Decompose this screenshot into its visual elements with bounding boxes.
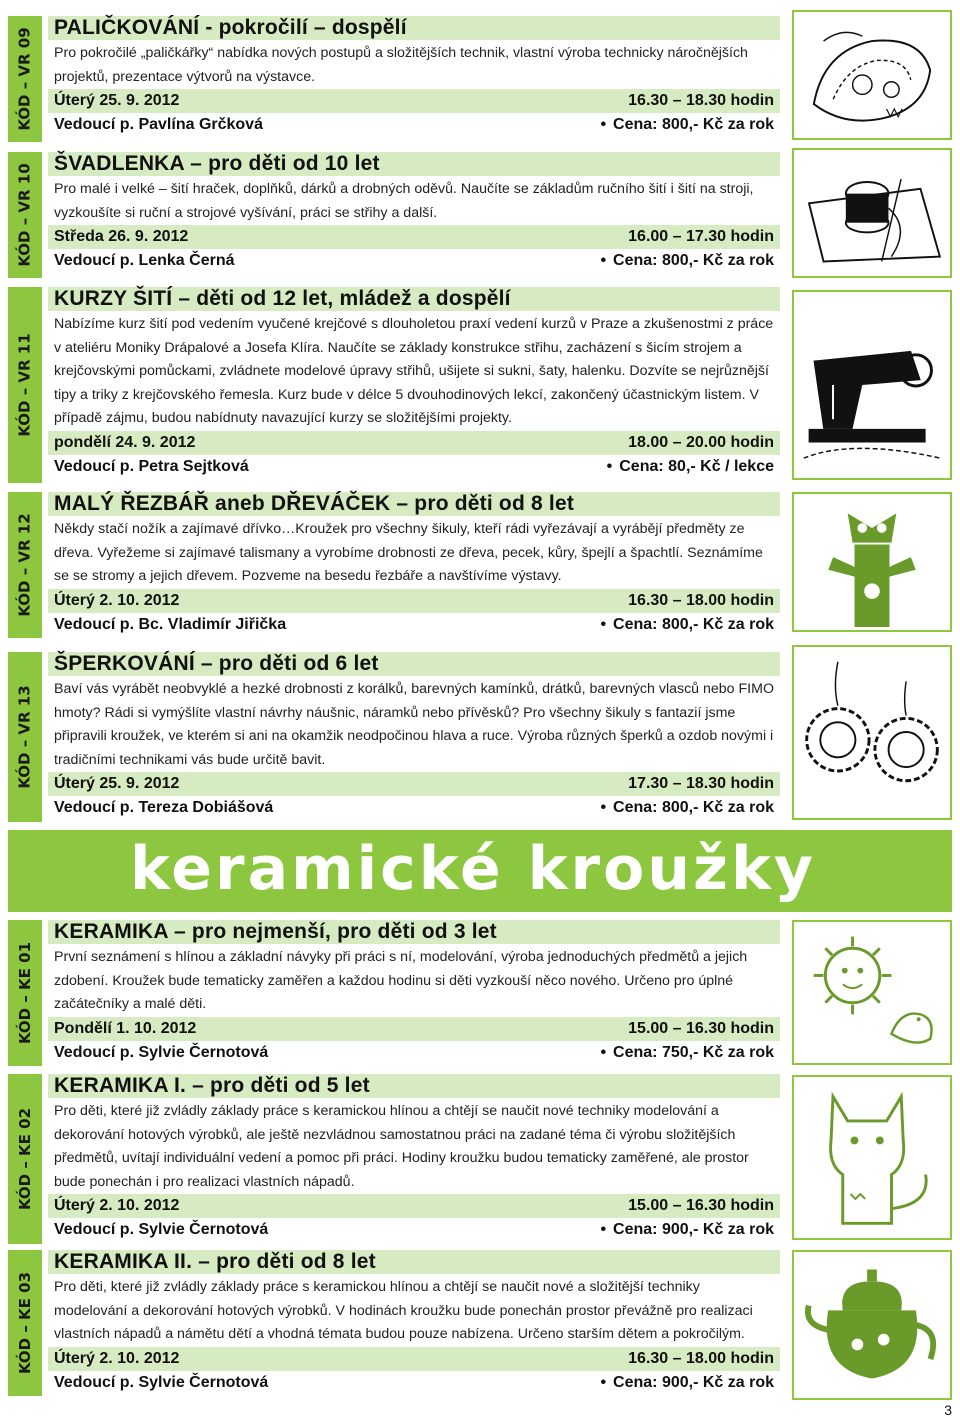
course-code-tab: KÓD – VR 09 (8, 16, 42, 142)
course-vr13 (0, 652, 785, 822)
course-time: 16.00 – 17.30 hodin (628, 228, 774, 245)
course-description: První seznámení s hlínou a základní návyky při práci s ní, modelování, výroba jednoduchých předmětů a jejich zdobení. Kroužek bude tematicky zaměřen a každou hodinu si děti vyzkouší něco nového. Určeno pro úplné začátečníky a malé děti. (54, 949, 748, 1012)
jewelry-icon (792, 645, 952, 820)
course-time: 16.30 – 18.00 hodin (628, 1349, 774, 1367)
course-time: 17.30 – 18.30 hodin (628, 775, 774, 792)
course-ke03 (0, 1250, 785, 1396)
course-description: Nabízíme kurz šití pod vedením vyučené krejčové s dlouholetou praxí vedení kurzů v Praze a zkušenostmi z práce v ateliéru Moniky Drápalové a Josefa Klíra. Naučíte se základy konstrukce střihu, zacházení s šicím strojem a krejčovskými pomůckami, zvládnete modelové úpravy střihů, ušijete si sukni, šaty, halenku. Dozvíte se nejrůznější tipy a triky z krejčovského řemesla. Kurz bude v délce 5 dvouhodinových lekcí, zakončený účastnickým listem. V případě zájmu, budou nabídnuty navazující kurzy se složitějšími projekty. (54, 316, 774, 426)
bullet-icon: • (600, 1221, 607, 1238)
bullet-icon: • (600, 116, 607, 133)
course-title: ŠVADLENKA – pro děti od 10 let (54, 152, 380, 175)
course-vr09 (0, 16, 785, 142)
course-leader-price (48, 613, 780, 637)
course-description: Baví vás vyrábět neobvyklé a hezké drobnosti z korálků, barevných kamínků, drátků, barevných vlasců nebo FIMO hmoty? Rádi si vymýšlíte vlastní návrhy náušnic, náramků nebo přívěsků? Pro všechny šikuly s fantazií jsme připravili kroužek, ve kterém si ani na okamžik neodpočinou hlava a ruce. Výroba různých šperků a ozdob novými i tradičními technikami vás bude určitě bavit. (54, 681, 774, 768)
page-number: 3 (944, 1402, 952, 1418)
course-date: Úterý 2. 10. 2012 (54, 591, 180, 609)
course-description: Pro malé i velké – šití hraček, doplňků, dárků a drobných oděvů. Naučíte se základům ručního šití i šití na stroji, vyzkoušíte si ruční a strojové vyšívání, práci se střihy a další. (54, 181, 754, 221)
course-time: 15.00 – 16.30 hodin (628, 1197, 774, 1214)
section-heading: keramické kroužky (130, 834, 816, 904)
course-title: KERAMIKA II. – pro děti od 8 let (54, 1250, 376, 1273)
course-date: Úterý 2. 10. 2012 (54, 1349, 180, 1367)
course-time: 18.00 – 20.00 hodin (628, 433, 774, 451)
course-time: 15.00 – 16.30 hodin (628, 1019, 774, 1037)
course-description: Někdy stačí nožík a zajímavé dřívko…Kroužek pro všechny šikuly, kteří rádi vyřezávají a vyrábějí předměty ze dřeva. Vyřežeme si zajímavé talismany a vyrobíme drobnosti ze dřeva, pecek, kůry, špejlí a špachtlí. Seznámíme se se stromy a jejich dřevem. Pozveme na besedu řezbáře a navštívíme výstavy. (54, 521, 763, 584)
teapot-icon (792, 1250, 952, 1400)
course-time: 16.30 – 18.30 hodin (628, 92, 774, 109)
lace-icon (792, 10, 952, 140)
bullet-icon: • (600, 1043, 607, 1061)
course-code-tab: KÓD – VR 12 (8, 492, 42, 638)
course-price: Cena: 800,- Kč za rok (613, 252, 774, 269)
course-price: Cena: 800,- Kč za rok (613, 799, 774, 816)
course-vr12 (0, 492, 785, 638)
course-code-tab: KÓD – KE 01 (8, 920, 42, 1066)
bullet-icon: • (600, 799, 607, 816)
course-leader: Vedoucí p. Lenka Černá (54, 252, 235, 269)
course-code-tab: KÓD – KE 02 (8, 1074, 42, 1244)
course-description: Pro děti, které již zvládly základy práce s keramickou hlínou a chtějí se naučit nové a složitější techniky modelování a dekorování hotových výrobků. V hodinách kroužku bude ponechán prostor převážně pro realizaci vlastních nápadů a námětu dětí a vhodná témata budou pouze nabízena. Určeno starším dětem a pokročilým. (54, 1279, 753, 1342)
bullet-icon: • (600, 615, 607, 633)
course-date: Pondělí 1. 10. 2012 (54, 1019, 197, 1037)
course-vr10 (0, 152, 785, 278)
course-code-tab: KÓD – KE 03 (8, 1250, 42, 1396)
bullet-icon: • (606, 457, 613, 475)
course-ke01 (0, 920, 785, 1066)
course-schedule (48, 225, 780, 249)
bullet-icon: • (600, 1373, 607, 1391)
course-schedule (48, 1347, 780, 1371)
course-leader: Vedoucí p. Petra Sejtková (54, 457, 249, 475)
sewing-thread-icon (792, 148, 952, 278)
course-schedule (48, 89, 780, 113)
course-price: Cena: 80,- Kč / lekce (619, 457, 774, 475)
course-price: Cena: 800,- Kč za rok (613, 116, 774, 133)
course-leader-price (48, 249, 780, 273)
bullet-icon: • (600, 252, 607, 269)
wood-totem-icon (792, 492, 952, 632)
course-title: ŠPERKOVÁNÍ – pro děti od 6 let (54, 652, 379, 675)
course-price: Cena: 900,- Kč za rok (613, 1221, 774, 1238)
course-schedule (48, 772, 780, 796)
course-description: Pro děti, které již zvládly základy práce s keramickou hlínou a chtějí se naučit nové techniky modelování a dekorování hotových výrobků, ale ještě nezvládnou samostatnou práci na zadané téma či výrobu složitějších předmětů, uvítají individuální vedení a pomoc při práci. Hodiny kroužku budou tematicky zaměřené, ale prostor bude ponechán i pro realizaci vlastních nápadů. (54, 1103, 749, 1190)
course-leader-price (48, 1041, 780, 1065)
course-date: pondělí 24. 9. 2012 (54, 433, 196, 451)
course-leader: Vedoucí p. Sylvie Černotová (54, 1221, 269, 1238)
course-time: 16.30 – 18.00 hodin (628, 591, 774, 609)
course-leader-price (48, 1218, 780, 1242)
course-date: Úterý 25. 9. 2012 (54, 775, 180, 792)
course-leader-price (48, 1371, 780, 1395)
course-date: Úterý 25. 9. 2012 (54, 92, 180, 109)
course-leader-price (48, 113, 780, 137)
course-leader: Vedoucí p. Tereza Dobiášová (54, 799, 274, 816)
course-leader: Vedoucí p. Pavlína Grčková (54, 116, 263, 133)
sewing-machine-icon (792, 290, 952, 480)
course-code-tab: KÓD – VR 10 (8, 152, 42, 278)
course-schedule (48, 1017, 780, 1041)
course-schedule (48, 431, 780, 455)
cat-icon (792, 1075, 952, 1240)
course-leader: Vedoucí p. Sylvie Černotová (54, 1043, 269, 1061)
course-date: Středa 26. 9. 2012 (54, 228, 189, 245)
course-price: Cena: 750,- Kč za rok (613, 1043, 774, 1061)
course-code-tab: KÓD – VR 13 (8, 652, 42, 822)
course-date: Úterý 2. 10. 2012 (54, 1197, 180, 1214)
course-title: KERAMIKA – pro nejmenší, pro děti od 3 let (54, 920, 497, 943)
course-title: KERAMIKA I. – pro děti od 5 let (54, 1074, 370, 1097)
course-schedule (48, 589, 780, 613)
course-title: MALÝ ŘEZBÁŘ aneb DŘEVÁČEK – pro děti od 8 let (54, 492, 575, 515)
sun-and-bird-icon (792, 920, 952, 1065)
course-leader: Vedoucí p. Sylvie Černotová (54, 1373, 269, 1391)
course-title: PALIČKOVÁNÍ - pokročilí – dospělí (54, 16, 407, 39)
course-schedule (48, 1194, 780, 1218)
course-ke02 (0, 1074, 785, 1244)
course-vr11 (0, 287, 785, 483)
course-price: Cena: 900,- Kč za rok (613, 1373, 774, 1391)
course-title: KURZY ŠITÍ – děti od 12 let, mládež a dospělí (54, 287, 511, 310)
course-code-tab: KÓD – VR 11 (8, 287, 42, 483)
course-price: Cena: 800,- Kč za rok (613, 615, 774, 633)
course-leader-price (48, 796, 780, 820)
course-description: Pro pokročilé „paličkářky“ nabídka nových postupů a složitějších technik, vlastní výroba technicky náročnějších projektů, prezentace výtvorů na výstavce. (54, 45, 748, 85)
course-leader-price (48, 455, 780, 479)
course-leader: Vedoucí p. Bc. Vladimír Jiřička (54, 615, 287, 633)
